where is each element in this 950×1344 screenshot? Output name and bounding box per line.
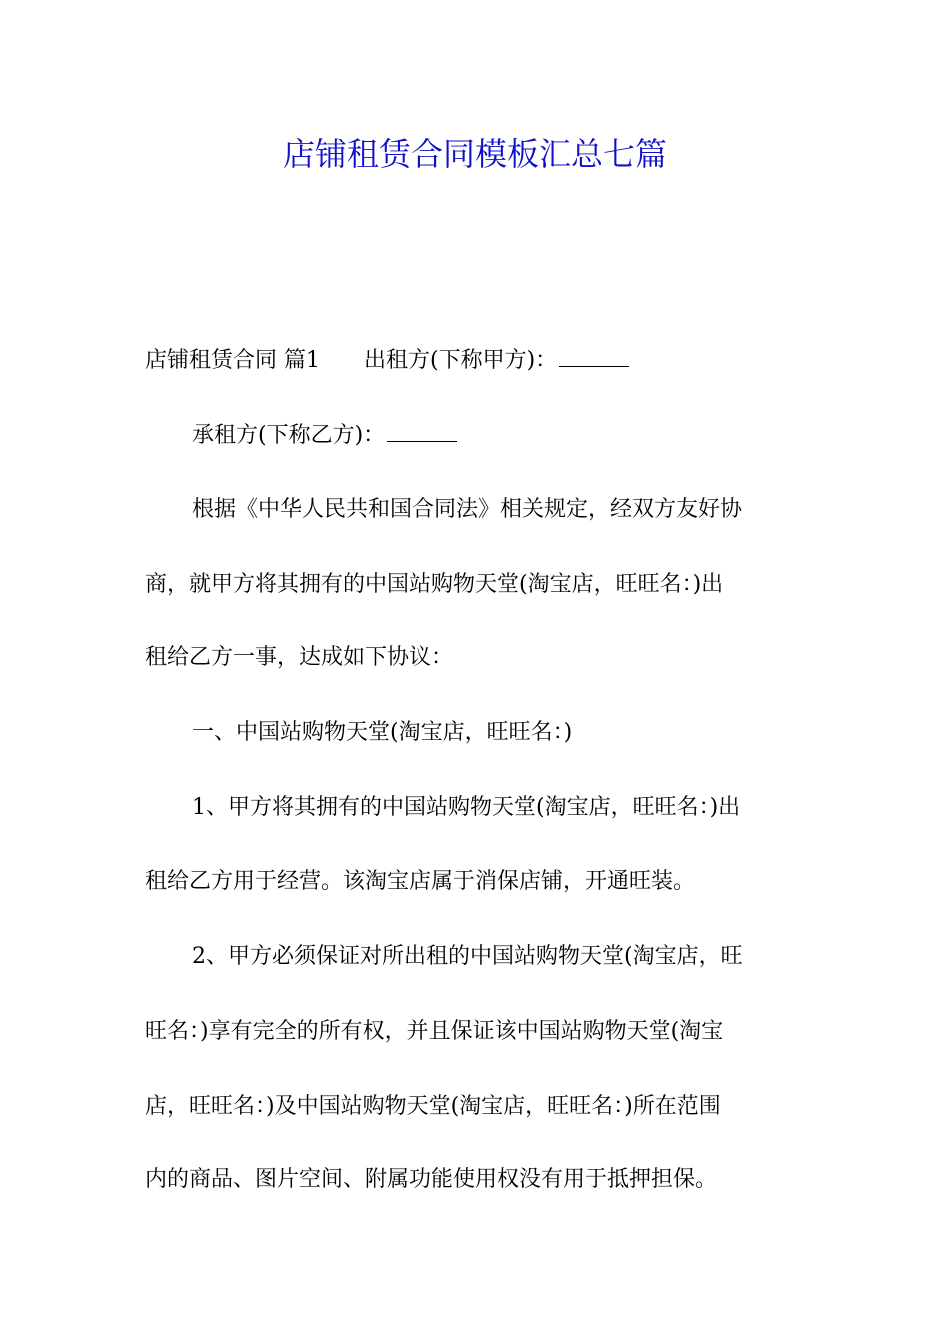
paragraph-line bbox=[192, 415, 810, 456]
paragraph-line: 2、甲方必须保证对所出租的中国站购物天堂(淘宝店，旺 bbox=[192, 944, 743, 969]
paragraph-line: 租给乙方一事，达成如下协议： bbox=[145, 645, 454, 670]
paragraph-line: 商，就甲方将其拥有的中国站购物天堂(淘宝店，旺旺名：)出 bbox=[145, 572, 724, 597]
paragraph-line: 1、甲方将其拥有的中国站购物天堂(淘宝店，旺旺名：)出 bbox=[192, 795, 741, 820]
paragraph-line: 租给乙方用于经营。该淘宝店属于消保店铺，开通旺装。 bbox=[145, 869, 696, 894]
document-title: 店铺租赁合同模板汇总七篇 bbox=[282, 135, 667, 173]
paragraph-line: 内的商品、图片空间、附属功能使用权没有用于抵押担保。 bbox=[145, 1167, 718, 1192]
lessee-blank bbox=[387, 415, 457, 442]
section-heading: 店铺租赁合同 篇1 bbox=[145, 348, 320, 373]
paragraph-line bbox=[145, 340, 810, 381]
lessee-label: 承租方(下称乙方)： bbox=[192, 423, 386, 448]
lessor-label: 出租方(下称甲方)： bbox=[364, 348, 558, 373]
paragraph-line: 店，旺旺名：)及中国站购物天堂(淘宝店，旺旺名：)所在范围 bbox=[145, 1094, 721, 1119]
lessor-blank bbox=[559, 340, 629, 367]
paragraph-line: 旺名：)享有完全的所有权，并且保证该中国站购物天堂(淘宝 bbox=[145, 1019, 724, 1044]
paragraph-line: 根据《中华人民共和国合同法》相关规定，经双方友好协 bbox=[192, 497, 743, 522]
paragraph-line: 一、中国站购物天堂(淘宝店，旺旺名：) bbox=[192, 720, 573, 745]
